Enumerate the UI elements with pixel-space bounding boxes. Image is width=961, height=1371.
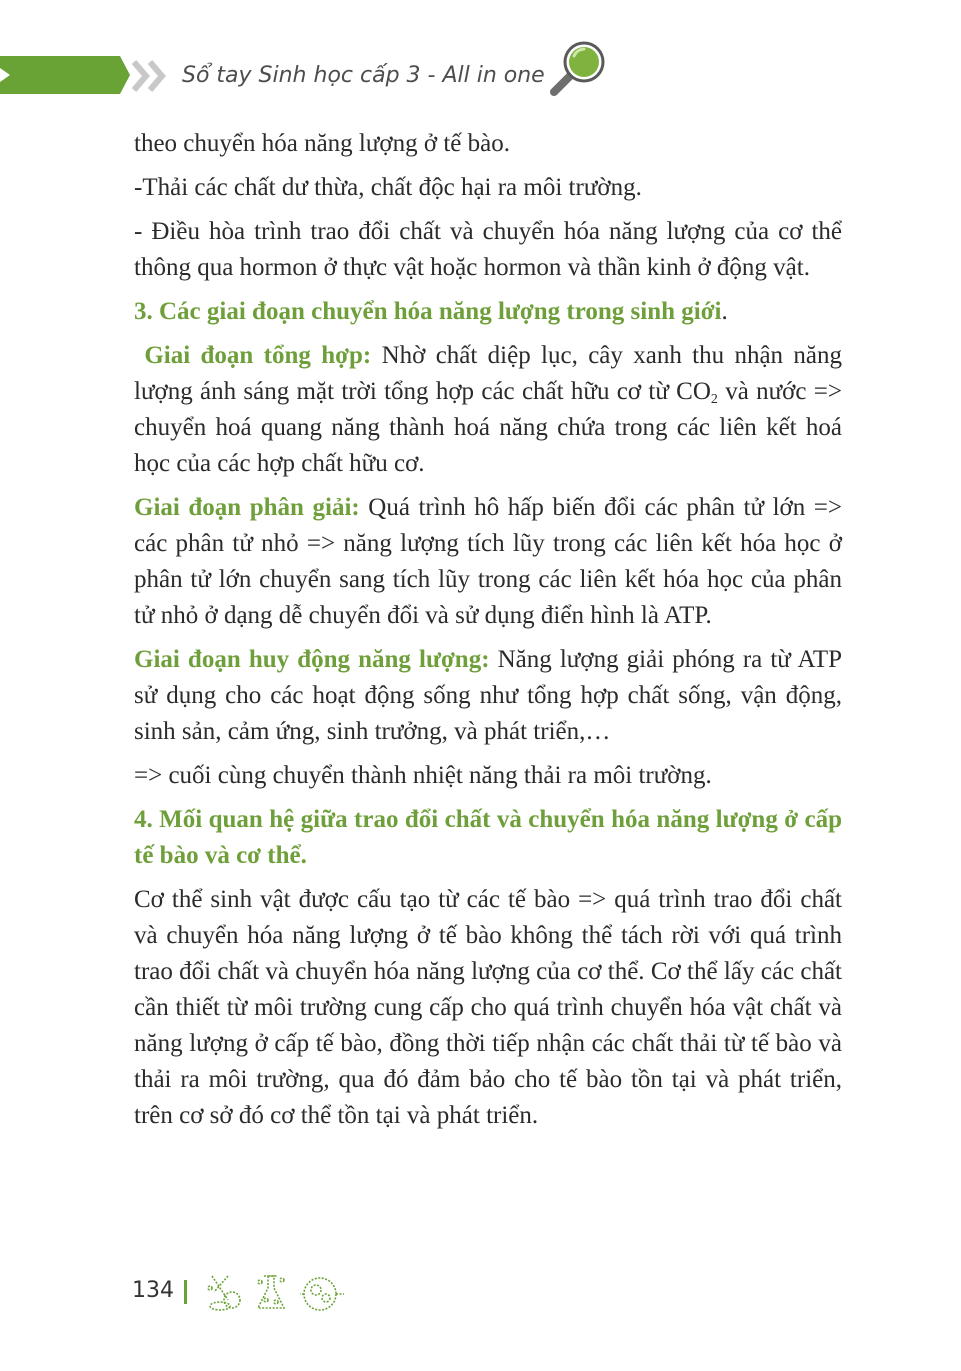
- page-number: 134: [132, 1278, 174, 1303]
- stage-synthesis-text-a: Nhờ chất diệp lục, cây xanh thu nhận năng lượng ánh sáng mặt trời tổng hợp các chất hữu cơ từ CO: [134, 342, 842, 405]
- section-heading-3: [134, 294, 842, 330]
- paragraph: Cơ thể sinh vật được cấu tạo từ các tế bào => quá trình trao đổi chất và chuyển hóa năng lượng ở tế bào không thể tách rời với quá trình trao đổi chất và chuyển hóa năng lượng của cơ thể. Cơ thể lấy các chất cần thiết từ môi trường cung cấp cho quá trình chuyển hóa vật chất và năng lượng ở cấp tế bào, đồng thời tiếp nhận các chất thải từ tế bào và thải ra môi trường, qua đó đảm bảo cho tế bào tồn tại và phát triển, trên cơ sở đó cơ thể tồn tại và phát triển.: [134, 886, 842, 1129]
- section-heading-4: 4. Mối quan hệ giữa trao đổi chất và chuyển hóa năng lượng ở cấp tế bào và cơ thể.: [134, 806, 842, 869]
- stage-synthesis-paragraph: [134, 338, 842, 482]
- flask-icon: [258, 1276, 284, 1308]
- stage-synthesis-text-b: và nước => chuyển hoá quang năng thành hoá năng chứa trong các liên kết hoá học của các hợp chất hữu cơ.: [134, 378, 842, 477]
- stage-breakdown-text: Quá trình hô hấp biến đổi các phân tử lớn => các phân tử nhỏ => năng lượng tích lũy trong các liên kết hóa học ở phân tử lớn chuyển sang tích lũy trong các liên kết hóa học của phân tử nhỏ ở dạng dễ chuyển đổi và sử dụng điển hình là ATP.: [134, 494, 842, 629]
- paragraph: -Thải các chất dư thừa, chất độc hại ra môi trường.: [134, 174, 642, 201]
- section-heading-3-text: 3. Các giai đoạn chuyển hóa năng lượng trong sinh giới: [134, 298, 722, 325]
- chevrons-icon: [130, 58, 174, 94]
- stage-synthesis-label: Giai đoạn tổng hợp:: [144, 342, 372, 369]
- stage-breakdown-paragraph: [134, 490, 842, 634]
- paragraph: theo chuyển hóa năng lượng ở tế bào.: [134, 130, 511, 157]
- paragraph: => cuối cùng chuyển thành nhiệt năng thải ra môi trường.: [134, 762, 712, 789]
- co2-subscript: 2: [710, 392, 718, 407]
- cell-icon: [300, 1278, 344, 1310]
- stage-mobilization-text: Năng lượng giải phóng ra từ ATP sử dụng cho các hoạt động sống như tổng hợp chất sống, vận động, sinh sản, cảm ứng, sinh trưởng, và phát triển,…: [134, 646, 842, 745]
- page-content: [134, 126, 842, 1142]
- footer-icon-group: [206, 1270, 346, 1314]
- stage-breakdown-label: Giai đoạn phân giải:: [134, 494, 360, 521]
- footer-separator: [184, 1280, 187, 1304]
- microscope-icon: [208, 1276, 240, 1310]
- book-title: Sổ tay Sinh học cấp 3 - All in one: [182, 63, 545, 88]
- header-green-bar: [0, 56, 130, 94]
- page-footer: [132, 1268, 432, 1318]
- stage-mobilization-paragraph: [134, 642, 842, 750]
- stage-mobilization-label: Giai đoạn huy động năng lượng:: [134, 646, 490, 673]
- section-heading-3-period: .: [721, 298, 728, 325]
- paragraph: - Điều hòa trình trao đổi chất và chuyển hóa năng lượng của cơ thể thông qua hormon ở thực vật hoặc hormon và thần kinh ở động vật.: [134, 218, 842, 281]
- page-header: [0, 50, 620, 102]
- magnifier-icon: [544, 40, 608, 100]
